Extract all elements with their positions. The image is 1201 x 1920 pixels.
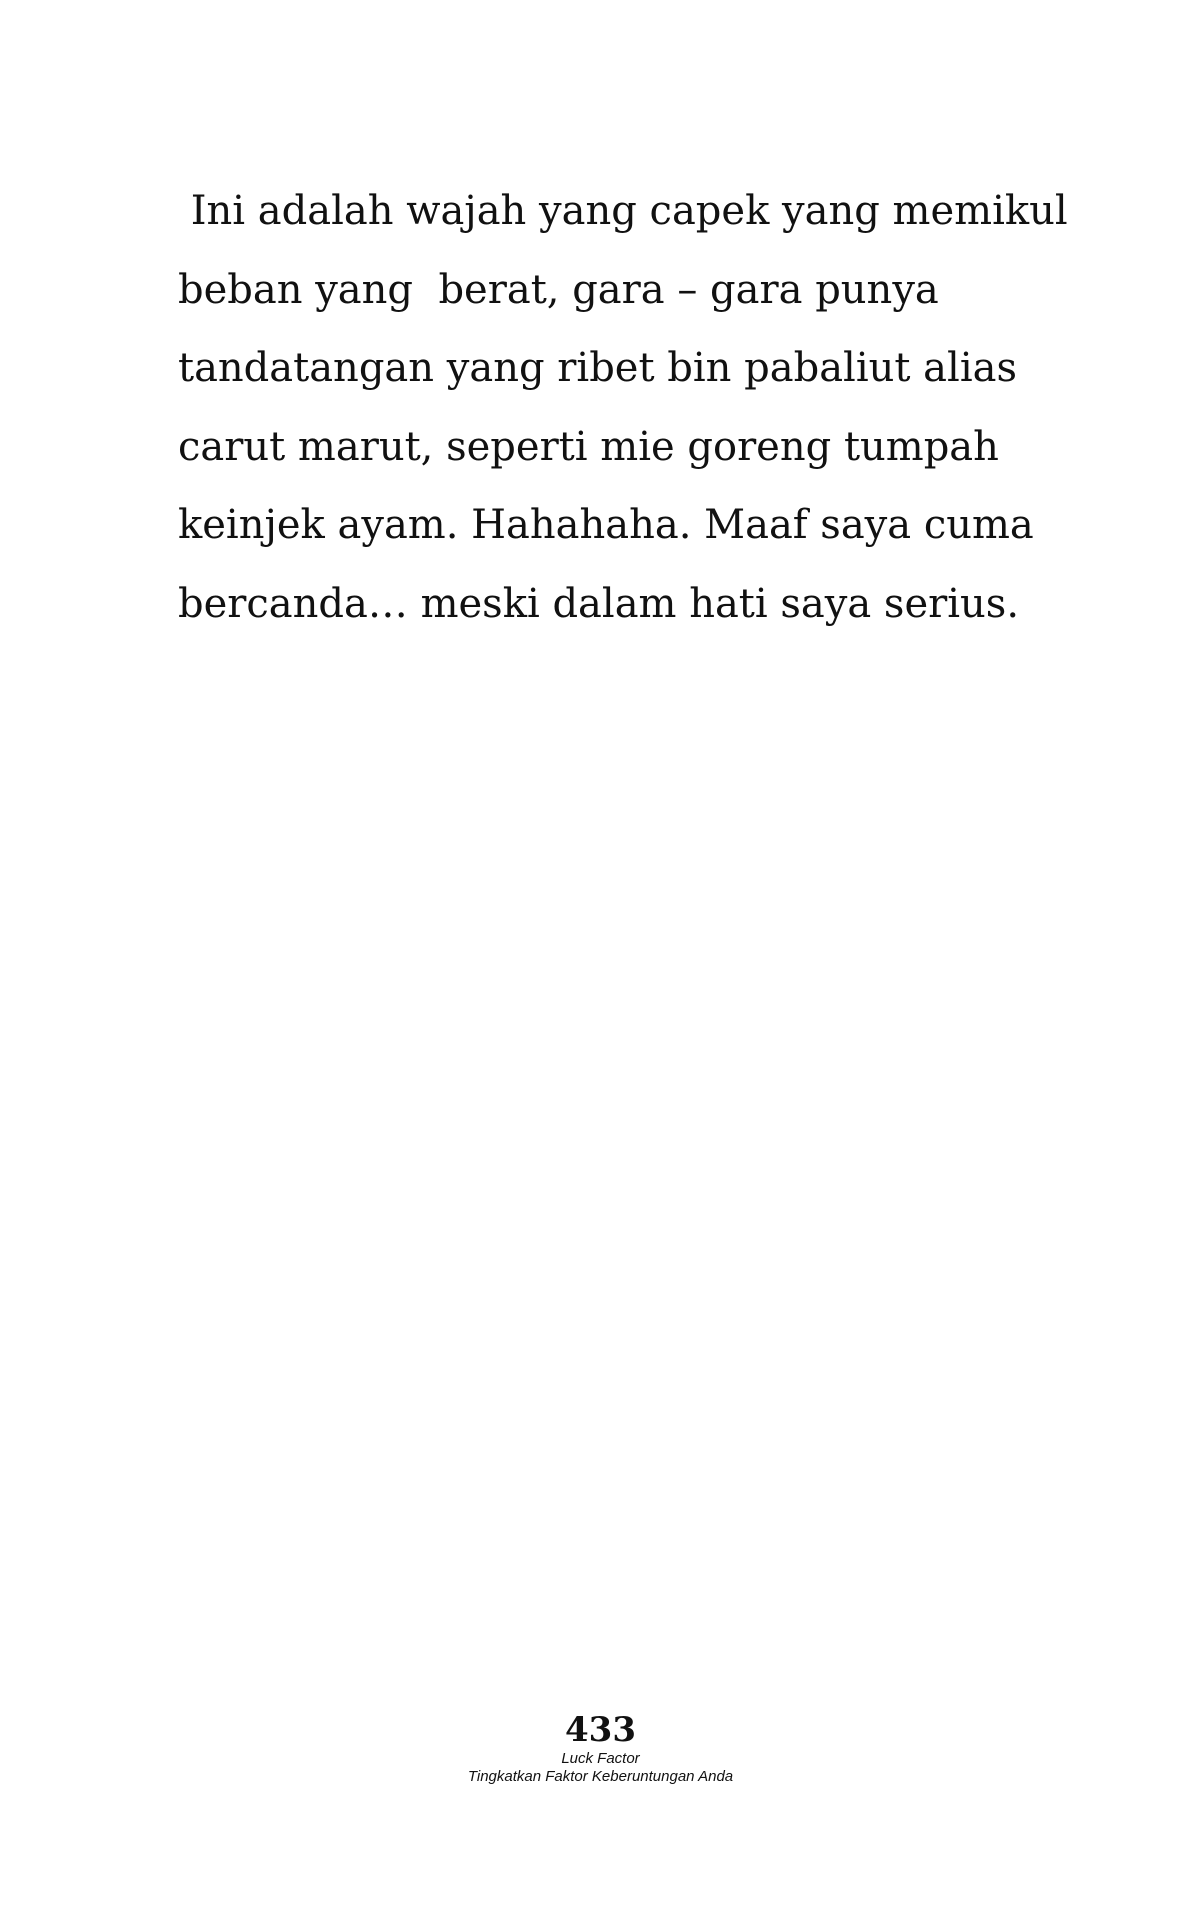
text-line: keinjek ayam. Hahahaha. Maaf saya cuma: [178, 502, 1034, 548]
text-line: carut marut, seperti mie goreng tumpah: [178, 423, 999, 470]
text-line: bercanda… meski dalam hati saya serius.: [178, 580, 1020, 627]
book-title: Luck Factor: [561, 1750, 640, 1767]
text-line: Ini adalah wajah yang capek yang memikul: [178, 188, 1068, 234]
text-line: tandatangan yang ribet bin pabaliut alias: [178, 345, 1017, 391]
body-paragraph: [178, 172, 1068, 643]
text-line: beban yang berat, gara – gara punya: [178, 266, 939, 313]
book-subtitle: Tingkatkan Faktor Keberuntungan Anda: [467, 1768, 734, 1785]
page-footer: [0, 1710, 1201, 1786]
page-number: 433: [565, 1710, 636, 1750]
